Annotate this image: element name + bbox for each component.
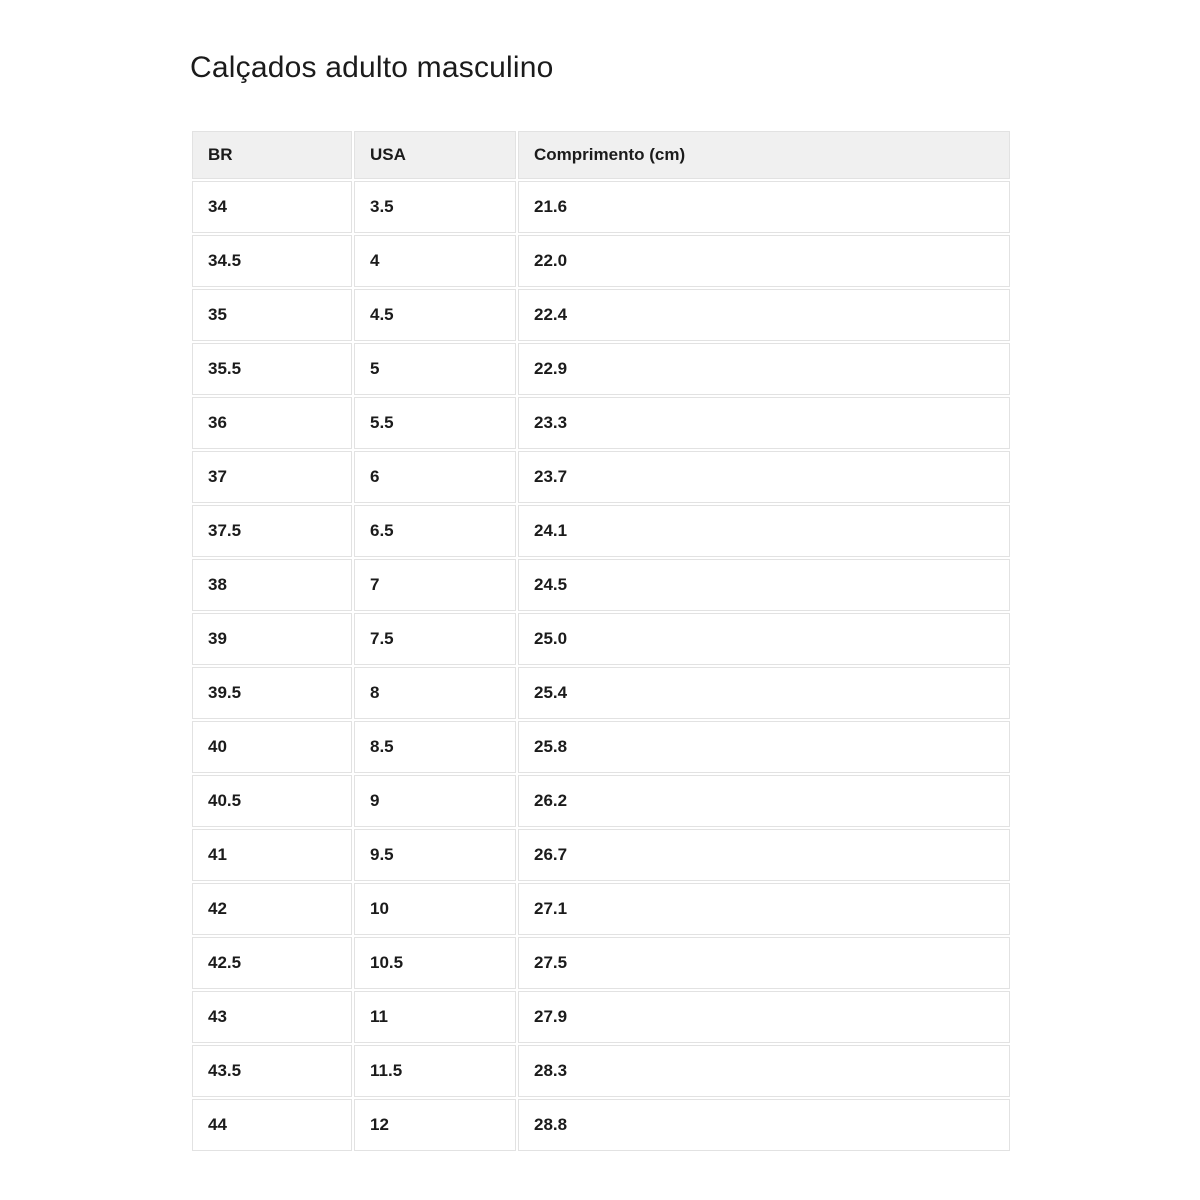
table-cell: 27.5 [518,937,1010,989]
table-cell: 26.7 [518,829,1010,881]
table-cell: 12 [354,1099,516,1151]
table-row [192,397,1010,449]
table-cell: 35 [192,289,352,341]
table-cell: 11 [354,991,516,1043]
table-cell: 35.5 [192,343,352,395]
table-cell: 24.1 [518,505,1010,557]
page-content [190,0,1012,1153]
table-cell: 22.4 [518,289,1010,341]
table-cell: 25.4 [518,667,1010,719]
table-cell: 9.5 [354,829,516,881]
table-cell: 23.3 [518,397,1010,449]
table-cell: 34 [192,181,352,233]
table-row [192,667,1010,719]
page-title: Calçados adulto masculino [190,51,554,84]
table-row [192,1099,1010,1151]
table-header-row [192,131,1010,179]
table-cell: 9 [354,775,516,827]
table-cell: 5 [354,343,516,395]
table-cell: 42 [192,883,352,935]
table-cell: 40 [192,721,352,773]
table-cell: 42.5 [192,937,352,989]
table-cell: 11.5 [354,1045,516,1097]
table-row [192,721,1010,773]
column-header-comprimento: Comprimento (cm) [518,131,1010,179]
table-cell: 22.9 [518,343,1010,395]
table-cell: 8 [354,667,516,719]
table-cell: 4.5 [354,289,516,341]
table-cell: 24.5 [518,559,1010,611]
table-header [192,131,1010,179]
table-cell: 27.1 [518,883,1010,935]
table-cell: 10 [354,883,516,935]
table-cell: 27.9 [518,991,1010,1043]
table-cell: 22.0 [518,235,1010,287]
table-cell: 34.5 [192,235,352,287]
table-cell: 6.5 [354,505,516,557]
table-row [192,289,1010,341]
column-header-usa: USA [354,131,516,179]
table-cell: 39.5 [192,667,352,719]
size-conversion-table [190,129,1012,1153]
table-row [192,451,1010,503]
table-row [192,829,1010,881]
table-cell: 41 [192,829,352,881]
table-row [192,505,1010,557]
table-cell: 43 [192,991,352,1043]
table-cell: 43.5 [192,1045,352,1097]
table-row [192,775,1010,827]
table-cell: 40.5 [192,775,352,827]
table-cell: 28.8 [518,1099,1010,1151]
table-cell: 23.7 [518,451,1010,503]
table-row [192,235,1010,287]
table-cell: 26.2 [518,775,1010,827]
table-cell: 39 [192,613,352,665]
column-header-br: BR [192,131,352,179]
table-cell: 25.0 [518,613,1010,665]
table-cell: 5.5 [354,397,516,449]
table-cell: 37.5 [192,505,352,557]
table-cell: 21.6 [518,181,1010,233]
table-cell: 8.5 [354,721,516,773]
table-cell: 38 [192,559,352,611]
table-cell: 4 [354,235,516,287]
table-cell: 25.8 [518,721,1010,773]
table-row [192,1045,1010,1097]
size-table-body [192,181,1010,1151]
table-cell: 7.5 [354,613,516,665]
table-cell: 44 [192,1099,352,1151]
table-cell: 7 [354,559,516,611]
table-cell: 36 [192,397,352,449]
table-row [192,181,1010,233]
table-row [192,343,1010,395]
table-cell: 10.5 [354,937,516,989]
table-row [192,937,1010,989]
table-cell: 3.5 [354,181,516,233]
table-row [192,559,1010,611]
table-row [192,991,1010,1043]
table-cell: 6 [354,451,516,503]
table-row [192,883,1010,935]
table-cell: 37 [192,451,352,503]
table-row [192,613,1010,665]
table-cell: 28.3 [518,1045,1010,1097]
